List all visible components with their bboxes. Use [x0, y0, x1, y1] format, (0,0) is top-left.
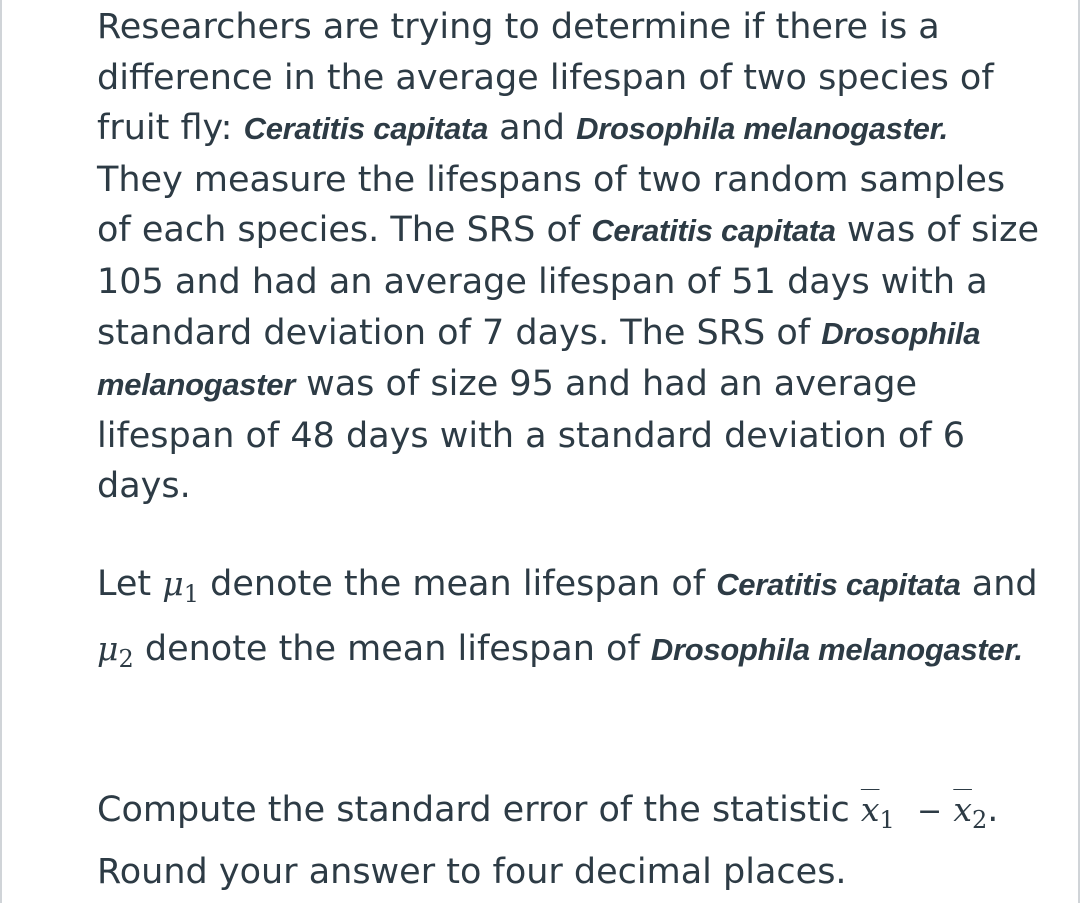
x-bar-2-symbol: [953, 790, 988, 834]
parameter-definition: [97, 552, 1057, 682]
text-segment: denote the mean lifespan of: [133, 629, 651, 669]
subscript: 2: [118, 645, 134, 673]
left-border: [0, 0, 2, 903]
question-prompt: [97, 780, 1057, 902]
mu-symbol: μ: [97, 629, 119, 668]
text-segment: Let: [97, 564, 163, 604]
species-name: Ceratitis capitata: [243, 111, 489, 147]
text-segment: denote the mean lifespan of: [199, 564, 717, 604]
mu-symbol: μ: [162, 564, 184, 603]
mu-1-symbol: [162, 564, 200, 608]
text-segment: Researchers are trying to determine if there is a difference in the average lifespan of two species of fruit fly:: [97, 7, 994, 149]
subscript: 1: [879, 806, 895, 834]
x-bar-1-symbol: [860, 790, 895, 834]
text-segment: . Round your answer to four decimal places.: [97, 790, 999, 892]
species-name: Ceratitis capitata: [716, 567, 961, 602]
text-segment: was of size 95 and had an average lifespan of 48 days with a standard deviation of 6 days.: [97, 364, 966, 507]
minus-sign: −: [917, 794, 943, 829]
subscript: 1: [183, 580, 200, 608]
x-bar: $\overline{x}$: [860, 790, 880, 829]
text-segment: They measure the lifespans of two random samples of each species. The SRS of: [97, 159, 1006, 251]
text-segment: Compute the standard error of the statistic: [97, 790, 861, 830]
x-bar: $\overline{x}$: [953, 790, 972, 829]
species-name: Drosophila melanogaster: [97, 315, 981, 403]
species-name: Ceratitis capitata: [591, 213, 836, 249]
text-segment: and: [488, 108, 577, 149]
mu-2-symbol: [97, 629, 134, 673]
problem-content: [97, 2, 1042, 892]
species-name: Drosophila melanogaster.: [576, 111, 948, 147]
problem-description: [97, 2, 1042, 512]
text-segment: was of size 105 and had an average lifespan of 51 days with a standard deviation of 7 days. The SRS of: [97, 210, 1040, 353]
subscript: 2: [971, 806, 988, 834]
species-name: Drosophila melanogaster.: [650, 632, 1023, 667]
text-segment: and: [960, 564, 1038, 604]
